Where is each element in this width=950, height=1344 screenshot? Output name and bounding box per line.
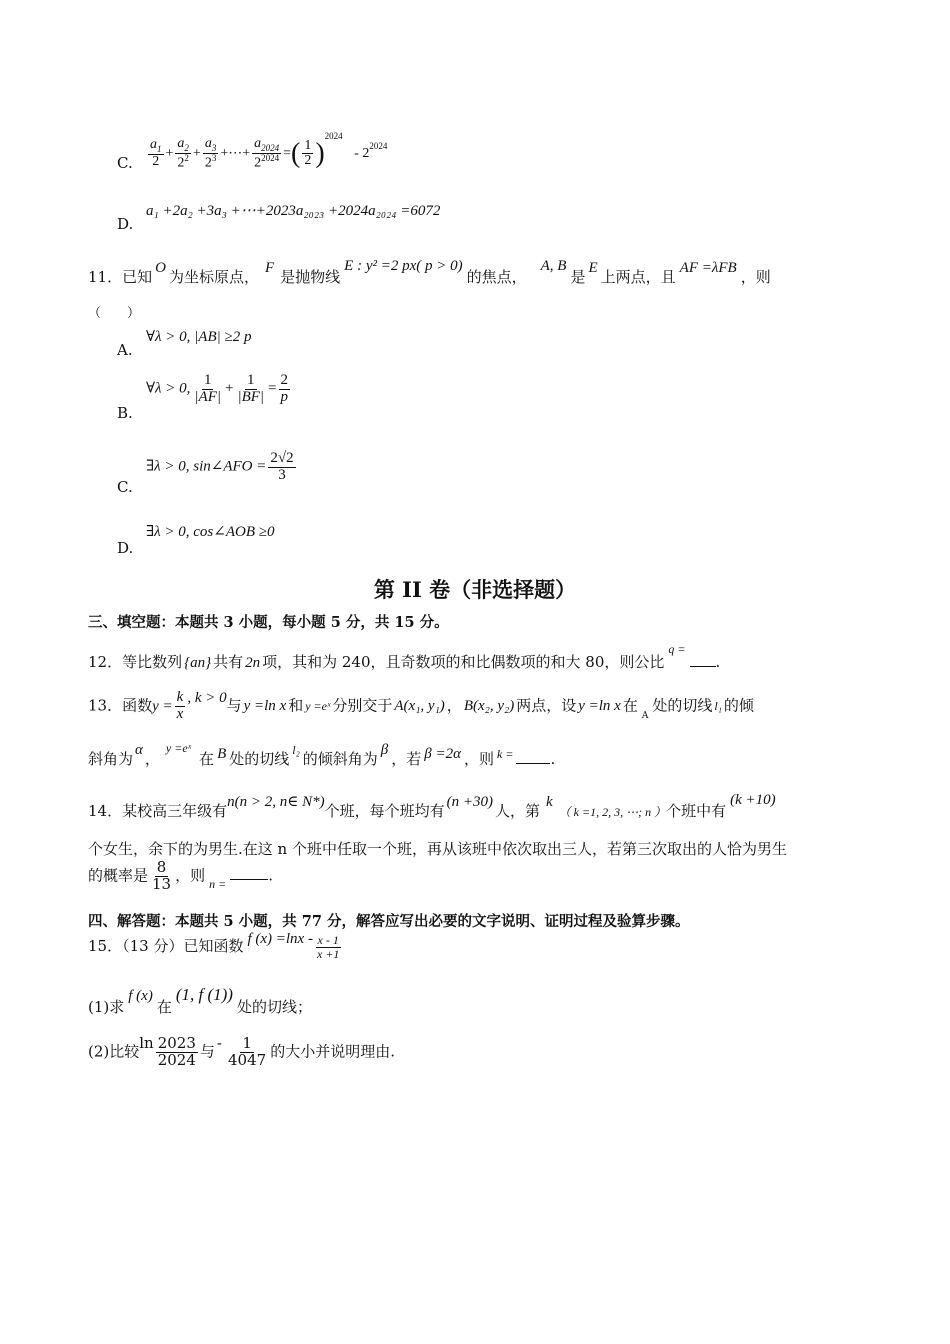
section-4-heading: 四、解答题：本题共 5 小题，共 77 分，解答应写出必要的文字说明、证明过程及验算步骤。 bbox=[88, 913, 690, 930]
q12-text-c: 项，其和为 240，且奇数项的和比偶数项的和大 80，则公比 bbox=[262, 653, 665, 671]
q11-text-e: 是 bbox=[570, 268, 586, 286]
q14-answer-blank bbox=[230, 879, 268, 880]
q14-text-b: 个班，每个班均有 bbox=[324, 802, 445, 820]
q14-text-c: 人，第 bbox=[494, 802, 540, 820]
q13-exp: y =eˣ bbox=[305, 699, 331, 714]
q11-optB-r-den: p bbox=[280, 388, 289, 405]
q15-f-den: x +1 bbox=[316, 946, 340, 961]
q11-optC-den: 3 bbox=[278, 466, 286, 483]
q15-p2-ln: ln bbox=[139, 1034, 154, 1053]
q12-text-a: 等比数列 bbox=[122, 653, 183, 671]
q13-k-eq: k = bbox=[497, 747, 514, 761]
q10-optD-label: D. bbox=[117, 215, 134, 233]
q14-p-den: 13 bbox=[152, 874, 172, 893]
section-3-heading: 三、填空题：本题共 3 小题，每小题 5 分，共 15 分。 bbox=[88, 614, 449, 631]
q13-text-c: 和 bbox=[288, 696, 304, 715]
q10-optC-minus: - 2 bbox=[354, 146, 370, 161]
q11-optC-num: 2√2 bbox=[270, 450, 294, 466]
q14-k: k bbox=[546, 794, 553, 810]
q13-text-b: 与 bbox=[226, 696, 242, 715]
q13-number: 13． bbox=[88, 696, 123, 715]
q13-comma: ， bbox=[144, 750, 160, 768]
q15-p1-pt: (1, f (1)) bbox=[175, 985, 233, 1004]
q10-optC-expr: $\frac{a_1}{2}$ + $\frac{a_2}{2^2}$ + $\frac{a_3}{2^3}$ +⋯+ $\frac{a_{2024}}{2^{2024}}$ =( $\frac{1}{2}$ )$^{2024} - 2^{2024}$ bbox=[150, 131, 388, 171]
q11-points: A, B bbox=[540, 258, 567, 274]
q10-optC-rhs-den: 2 bbox=[304, 153, 312, 169]
q14-line3-a: 的概率是 bbox=[88, 866, 149, 885]
q12-end: . bbox=[715, 653, 721, 671]
q12-answer-blank bbox=[690, 666, 716, 667]
q15-p1-a: (1)求 bbox=[88, 998, 125, 1016]
q14-number: 14． bbox=[88, 802, 123, 820]
q11-stem: 11．已知 O 为坐标原点， F 是抛物线E : y² =2 px( p > 0)的焦点，A, B是 E 上两点，且 AF =λFB ，则 bbox=[88, 258, 771, 286]
q13-line1 bbox=[88, 690, 754, 723]
q13-l2: l₂ bbox=[292, 743, 300, 757]
q13-ln: y =ln x bbox=[243, 698, 287, 715]
q11-paren: （ ） bbox=[88, 306, 141, 321]
q13-text-j: 处的切线 bbox=[229, 750, 290, 768]
q12-number: 12． bbox=[88, 653, 123, 671]
q15-p1-b: 在 bbox=[156, 998, 172, 1016]
q15-stem bbox=[88, 931, 343, 961]
q13-rel: β =2α bbox=[424, 746, 461, 762]
q11-optA-label: A. bbox=[117, 341, 133, 359]
q11-optB-f1-den: |AF| bbox=[194, 388, 221, 405]
q13-l1: l₁ bbox=[714, 699, 722, 714]
q13-text-d: 分别交于 bbox=[332, 696, 393, 715]
q14-line2: 个女生，余下的为男生.在这 n 个班中任取一个班，再从该班中依次取出三人，若第三次取出的人恰为男生 bbox=[88, 840, 787, 858]
q11-optB-f2-num: 1 bbox=[247, 372, 255, 388]
q14-p-num: 8 bbox=[156, 858, 167, 876]
q15-p2-neg: - bbox=[216, 1034, 222, 1053]
q13-line2-a: 斜角为 bbox=[88, 750, 134, 768]
q15-score: （13 分）已知函数 bbox=[122, 937, 244, 956]
q11-optB-label: B. bbox=[117, 404, 133, 422]
q13-end: . bbox=[550, 750, 556, 768]
q11-text-a: 已知 bbox=[122, 268, 153, 286]
q14-n-cond: n(n > 2, n∈ N*) bbox=[227, 794, 325, 810]
q15-p2-num1: 2023 bbox=[157, 1034, 196, 1052]
q13-beta: β bbox=[380, 742, 389, 758]
q14-people: (n +30) bbox=[446, 794, 493, 810]
q13-text-f: 在 bbox=[622, 696, 638, 715]
q13-func: y = bbox=[152, 698, 173, 715]
q13-pA: A(x₁, y₁) bbox=[394, 698, 445, 715]
q11-text-f: 上两点，且 bbox=[600, 268, 676, 286]
q13-text-k: 的倾斜角为 bbox=[302, 750, 378, 768]
q15-f-num: x - 1 bbox=[317, 933, 339, 947]
q11-optB-r-num: 2 bbox=[280, 372, 289, 388]
q13-text-h: 的倾 bbox=[723, 696, 754, 715]
q14-line3-b: ，则 bbox=[175, 866, 206, 885]
q11-optC-label: C. bbox=[117, 478, 133, 496]
q13-cond: , k > 0 bbox=[187, 690, 227, 707]
q13-answer-blank bbox=[516, 763, 550, 764]
q12-text-b: 共有 bbox=[213, 653, 244, 671]
q15-p2-den1: 2024 bbox=[157, 1050, 196, 1069]
q12-seq: an bbox=[190, 655, 206, 671]
part2-title: 第 II 卷（非选择题） bbox=[373, 577, 577, 602]
q11-optB-f2-den: |BF| bbox=[237, 388, 265, 405]
q11-optB-expr: ∀λ > 0, $\frac{1}{|AF|}$ + $\frac{1}{|BF|}$ = $\frac{2}{p}$ bbox=[146, 372, 289, 405]
q11-optC-expr bbox=[146, 451, 298, 484]
q14-text-a: 某校高三年级有 bbox=[122, 802, 228, 820]
q11-text-b: 为坐标原点， bbox=[168, 268, 259, 286]
q15-number: 15． bbox=[88, 937, 123, 956]
q13-text-e: 两点，设 bbox=[516, 696, 577, 715]
q14-girls: (k +10) bbox=[730, 792, 776, 808]
q14-end: . bbox=[268, 866, 274, 885]
q14-text-d: 个班中有 bbox=[666, 802, 727, 820]
q15-p1-f: f (x) bbox=[128, 988, 153, 1004]
q11-optA-expr: ∀λ > 0, |AB| ≥2 p bbox=[146, 329, 252, 345]
q11-number: 11． bbox=[88, 268, 123, 286]
q13-text-i: 在 bbox=[199, 750, 215, 768]
q11-parabola: E : y² =2 px( p > 0) bbox=[344, 258, 463, 274]
q12-count: 2n bbox=[245, 655, 261, 671]
q15-p2-b: 与 bbox=[199, 1042, 215, 1061]
q13-text-m: ，则 bbox=[464, 750, 495, 768]
q11-text-g: ，则 bbox=[740, 268, 771, 286]
q13-text-a: 函数 bbox=[122, 696, 153, 715]
q11-optB-f1-num: 1 bbox=[203, 372, 212, 388]
q15-func: f (x) =lnx - bbox=[247, 931, 313, 948]
q13-k-den: x bbox=[176, 705, 184, 722]
q10-optC-rhs-exp: 2024 bbox=[324, 131, 343, 141]
q12-q: q = bbox=[668, 642, 686, 656]
q11-optD-expr: ∃λ > 0, cos∠AOB ≥0 bbox=[146, 524, 275, 540]
q10-optC-label: C. bbox=[117, 154, 133, 172]
q14-k-range: （ k =1, 2, 3, ⋯; n ） bbox=[558, 805, 667, 819]
q14-n-eq: n = bbox=[209, 877, 227, 892]
q15-p2-num2: 1 bbox=[242, 1034, 252, 1052]
q11-text-c: 是抛物线 bbox=[280, 268, 341, 286]
q15-p2-a: (2)比较 bbox=[88, 1042, 140, 1061]
q15-part2 bbox=[88, 1036, 395, 1069]
q11-optD-label: D. bbox=[117, 539, 134, 557]
q15-p1-c: 处的切线； bbox=[236, 998, 312, 1016]
q11-text-d: 的焦点， bbox=[466, 268, 527, 286]
q11-optC-lead: ∃λ > 0, sin∠AFO = bbox=[146, 458, 267, 475]
q13-ln2: y =ln x bbox=[578, 698, 621, 715]
q13-k-num: k bbox=[176, 689, 184, 705]
q13-B: B bbox=[217, 746, 227, 762]
q13-text-l: ，若 bbox=[391, 750, 422, 768]
q11-optB-lead: ∀λ > 0, bbox=[146, 380, 191, 397]
q11-relation: AF =λFB bbox=[679, 260, 737, 276]
q13-alpha: α bbox=[135, 742, 143, 758]
q12-stem: 12．等比数列 {an} 共有 2n 项，其和为 240，且奇数项的和比偶数项的和大 80，则公比$^{q =}$. bbox=[88, 642, 721, 671]
q10-optC-minus-exp: 2024 bbox=[369, 141, 388, 151]
q15-p2-c: 的大小并说明理由. bbox=[270, 1042, 395, 1061]
q13-line2 bbox=[88, 741, 556, 769]
q15-p2-den2: 4047 bbox=[228, 1050, 267, 1069]
q14-line3 bbox=[88, 860, 273, 893]
q13-A: A bbox=[641, 711, 649, 722]
q13-sep: ， bbox=[446, 696, 462, 715]
q13-text-g: 处的切线 bbox=[652, 696, 713, 715]
q10-optC-rhs-num: 1 bbox=[304, 137, 312, 153]
q10-optD-expr: a₁ +2a₂ +3a₃ +⋯+2023a₂₀₂₃ +2024a₂₀₂₄ =6072 bbox=[146, 203, 441, 219]
q14-line1 bbox=[88, 792, 776, 821]
q13-pB: B(x₂, y₂) bbox=[463, 698, 515, 715]
q15-part1 bbox=[88, 985, 312, 1017]
q13-exp2: y =eˣ bbox=[165, 741, 192, 755]
